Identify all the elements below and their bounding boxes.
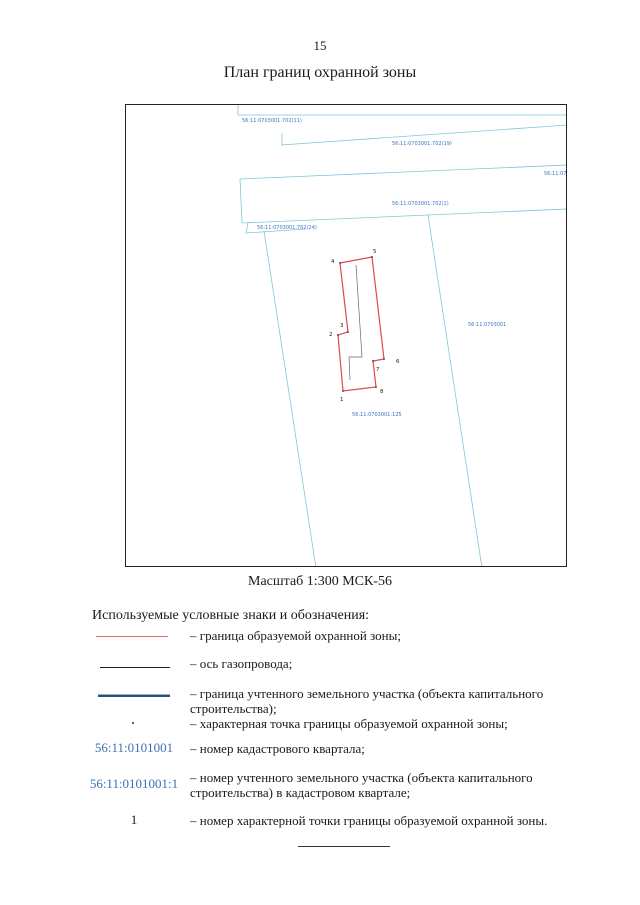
black-line-symbol	[100, 667, 170, 668]
legend-heading: Используемые условные знаки и обозначения:	[92, 608, 370, 623]
legend-symbol-characteristic-point	[80, 714, 188, 738]
boundary-plan-map	[125, 104, 567, 567]
legend-symbol-zone-border	[80, 628, 188, 652]
point-number-7: 7	[376, 367, 380, 373]
legend-symbol-cadastral-quarter	[80, 738, 188, 762]
point-number-symbol: 1	[130, 812, 138, 827]
parcel-boundaries	[238, 105, 567, 567]
point-number-3: 3	[340, 323, 344, 329]
page-number: 15	[313, 38, 327, 53]
characteristic-point-2	[337, 334, 339, 336]
blue-line-symbol	[98, 694, 170, 697]
point-number-6: 6	[396, 359, 400, 365]
characteristic-point-5	[371, 256, 373, 258]
parcel-labels	[242, 118, 566, 418]
page-title: План границ охранной зоны	[223, 64, 417, 81]
point-numbers	[329, 249, 400, 403]
parcel-label-07: 56:11:07	[544, 171, 567, 177]
characteristic-point-6	[383, 358, 385, 360]
red-line-symbol	[96, 636, 168, 637]
parcel-702-1-boundary	[240, 165, 567, 179]
legend-row-point-number	[80, 810, 620, 834]
parcel-number-symbol: 56:11:0101001:1	[89, 776, 179, 791]
legend-text-parcel-border: – граница учтенного земельного участка (объекта капитального строительства);	[190, 686, 544, 716]
legend-symbol-parcel-border	[80, 684, 188, 708]
gas-pipeline-axis	[349, 265, 362, 380]
map-canvas	[126, 105, 567, 567]
point-number-2: 2	[329, 332, 333, 338]
legend-row-gas-axis	[80, 656, 620, 680]
cadastral-quarter-label: 56:11:0703001	[468, 322, 507, 328]
point-number-4: 4	[331, 259, 335, 265]
parcel-label-125: 56:11:0703001:125	[352, 412, 402, 418]
parcel-125-right-boundary	[428, 215, 482, 567]
parcel-label-702-19: 56:11:0703001:702(19)	[392, 141, 452, 147]
characteristic-point-1	[342, 390, 344, 392]
parcel-125-left-boundary	[264, 231, 316, 567]
legend-row-characteristic-point	[80, 714, 620, 738]
legend-symbol-point-number	[80, 810, 188, 834]
point-dot-symbol	[132, 722, 134, 724]
legend-text-zone-border: – граница образуемой охранной зоны;	[190, 628, 401, 643]
legend-text-characteristic-point: – характерная точка границы образуемой охранной зоны;	[190, 716, 508, 731]
legend-symbol-gas-axis	[80, 656, 188, 680]
quarter-number-symbol: 56:11:0101001	[94, 740, 174, 755]
characteristic-point-4	[339, 262, 341, 264]
parcel-702-11-boundary	[238, 105, 567, 115]
parcel-label-702-1: 56:11:0703001:702(1)	[392, 201, 449, 207]
scale-caption: Масштаб 1:300 МСК-56	[248, 574, 392, 589]
point-number-8: 8	[380, 389, 384, 395]
legend-text-gas-axis: – ось газопровода;	[190, 656, 293, 671]
legend-symbol-parcel-number	[80, 774, 188, 808]
legend-text-cadastral-quarter: – номер кадастрового квартала;	[190, 741, 365, 756]
point-number-5: 5	[373, 249, 377, 255]
legend-row-zone-border	[80, 628, 620, 652]
parcel-702-1-left-boundary	[240, 179, 242, 223]
parcel-label-702-24: 56:11:0703001:702(24)	[257, 225, 317, 231]
characteristic-point-8	[375, 386, 377, 388]
legend-text-parcel-number: – номер учтенного земельного участка (объекта капитального строительства) в кадастровом квартале;	[190, 770, 533, 800]
parcel-702-1-bottom-boundary	[242, 209, 567, 223]
point-number-1: 1	[340, 397, 344, 403]
legend-text-point-number: – номер характерной точки границы образуемой охранной зоны.	[190, 813, 548, 828]
characteristic-point-7	[372, 360, 374, 362]
legend-row-parcel-border	[80, 684, 620, 716]
characteristic-point-3	[347, 331, 349, 333]
parcel-label-702-11: 56:11:0703001:702(11)	[242, 118, 302, 124]
legend-row-cadastral-quarter	[80, 738, 620, 762]
bottom-divider	[298, 846, 390, 847]
legend-row-parcel-number	[80, 768, 620, 802]
